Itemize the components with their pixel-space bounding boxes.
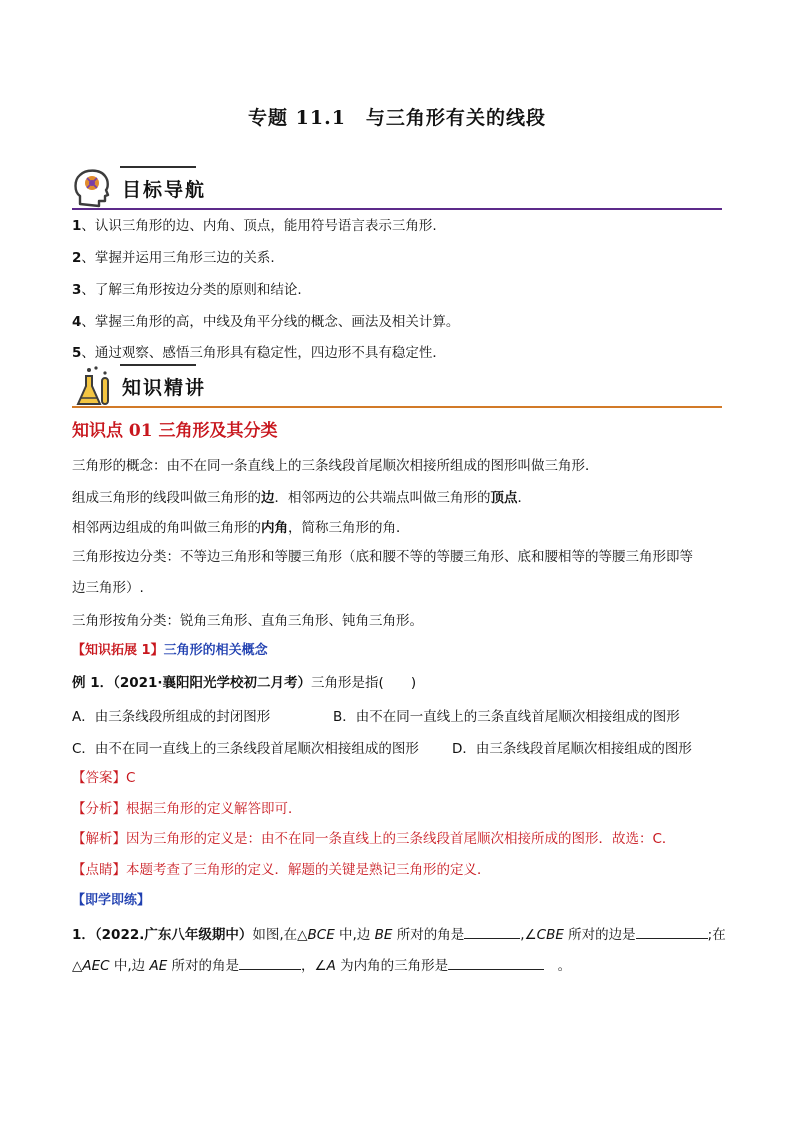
header-topline xyxy=(120,364,196,366)
header-topline xyxy=(120,166,196,168)
section-header-goals xyxy=(72,166,722,210)
answer-blank[interactable] xyxy=(239,955,301,970)
solution-line: 【解析】因为三角形的定义是：由不在同一条直线上的三条线段首尾顺次相接所成的图形．故选：C． xyxy=(72,831,676,847)
paragraph: 三角形按角分类：锐角三角形、直角三角形、钝角三角形。 xyxy=(72,613,423,629)
knowledge-point-title: 知识点 01 三角形及其分类 xyxy=(72,421,278,441)
section-header-knowledge xyxy=(72,364,722,408)
goal-item: 2、掌握并运用三角形三边的关系. xyxy=(72,250,275,266)
goal-item: 5、通过观察、感悟三角形具有稳定性，四边形不具有稳定性． xyxy=(72,345,446,361)
option-c: C．由不在同一直线上的三条线段首尾顺次相接组成的图形 xyxy=(72,741,419,757)
practice-heading: 【即学即练】 xyxy=(72,893,151,908)
page-title: 专题 11.1 与三角形有关的线段 xyxy=(248,107,546,129)
comment-line: 【点睛】本题考查了三角形的定义．解题的关键是熟记三角形的定义． xyxy=(72,862,491,878)
brain-gear-icon xyxy=(72,166,114,210)
example-question: 例 1．（2021·襄阳阳光学校初二月考）三角形是指( ) xyxy=(72,675,417,691)
goal-item: 3、了解三角形按边分类的原则和结论. xyxy=(72,282,302,298)
answer-blank[interactable] xyxy=(464,924,520,939)
answer-blank[interactable] xyxy=(448,955,544,970)
option-d: D．由三条线段首尾顺次相接组成的图形 xyxy=(452,741,692,757)
paragraph: 相邻两边组成的角叫做三角形的内角，简称三角形的角． xyxy=(72,520,410,536)
answer-blank[interactable] xyxy=(636,924,708,939)
paragraph: 三角形的概念：由不在同一条直线上的三条线段首尾顺次相接所组成的图形叫做三角形． xyxy=(72,458,599,474)
section-title: 知识精讲 xyxy=(122,377,207,399)
paragraph: 三角形按边分类：不等边三角形和等腰三角形（底和腰不等的等腰三角形、底和腰相等的等腰三角形即等 xyxy=(72,549,693,565)
option-b: B．由不在同一直线上的三条直线首尾顺次相接组成的图形 xyxy=(333,709,680,725)
paragraph: 边三角形）. xyxy=(72,580,144,596)
flask-icon xyxy=(72,364,114,408)
section-title: 目标导航 xyxy=(122,179,207,201)
option-a: A．由三条线段所组成的封闭图形 xyxy=(72,709,271,725)
section-underline xyxy=(72,208,722,210)
goal-item: 1、认识三角形的边、内角、顶点，能用符号语言表示三角形. xyxy=(72,218,437,234)
paragraph: 组成三角形的线段叫做三角形的边．相邻两边的公共端点叫做三角形的顶点． xyxy=(72,490,531,506)
goal-item: 4、掌握三角形的高，中线及角平分线的概念、画法及相关计算。 xyxy=(72,314,460,330)
analysis-line: 【分析】根据三角形的定义解答即可． xyxy=(72,801,302,817)
extension-heading: 【知识拓展 1】三角形的相关概念 xyxy=(72,643,268,658)
practice-question-line1: 1．（2022.广东八年级期中）如图,在△BCE 中,边 BE 所对的角是 ,∠CBE 所对的边是 ;在 xyxy=(72,924,732,945)
section-underline xyxy=(72,406,722,408)
answer-line: 【答案】C xyxy=(72,770,136,786)
practice-question-line2: △AEC 中,边 AE 所对的角是 ，∠A 为内角的三角形是 。 xyxy=(72,955,732,976)
